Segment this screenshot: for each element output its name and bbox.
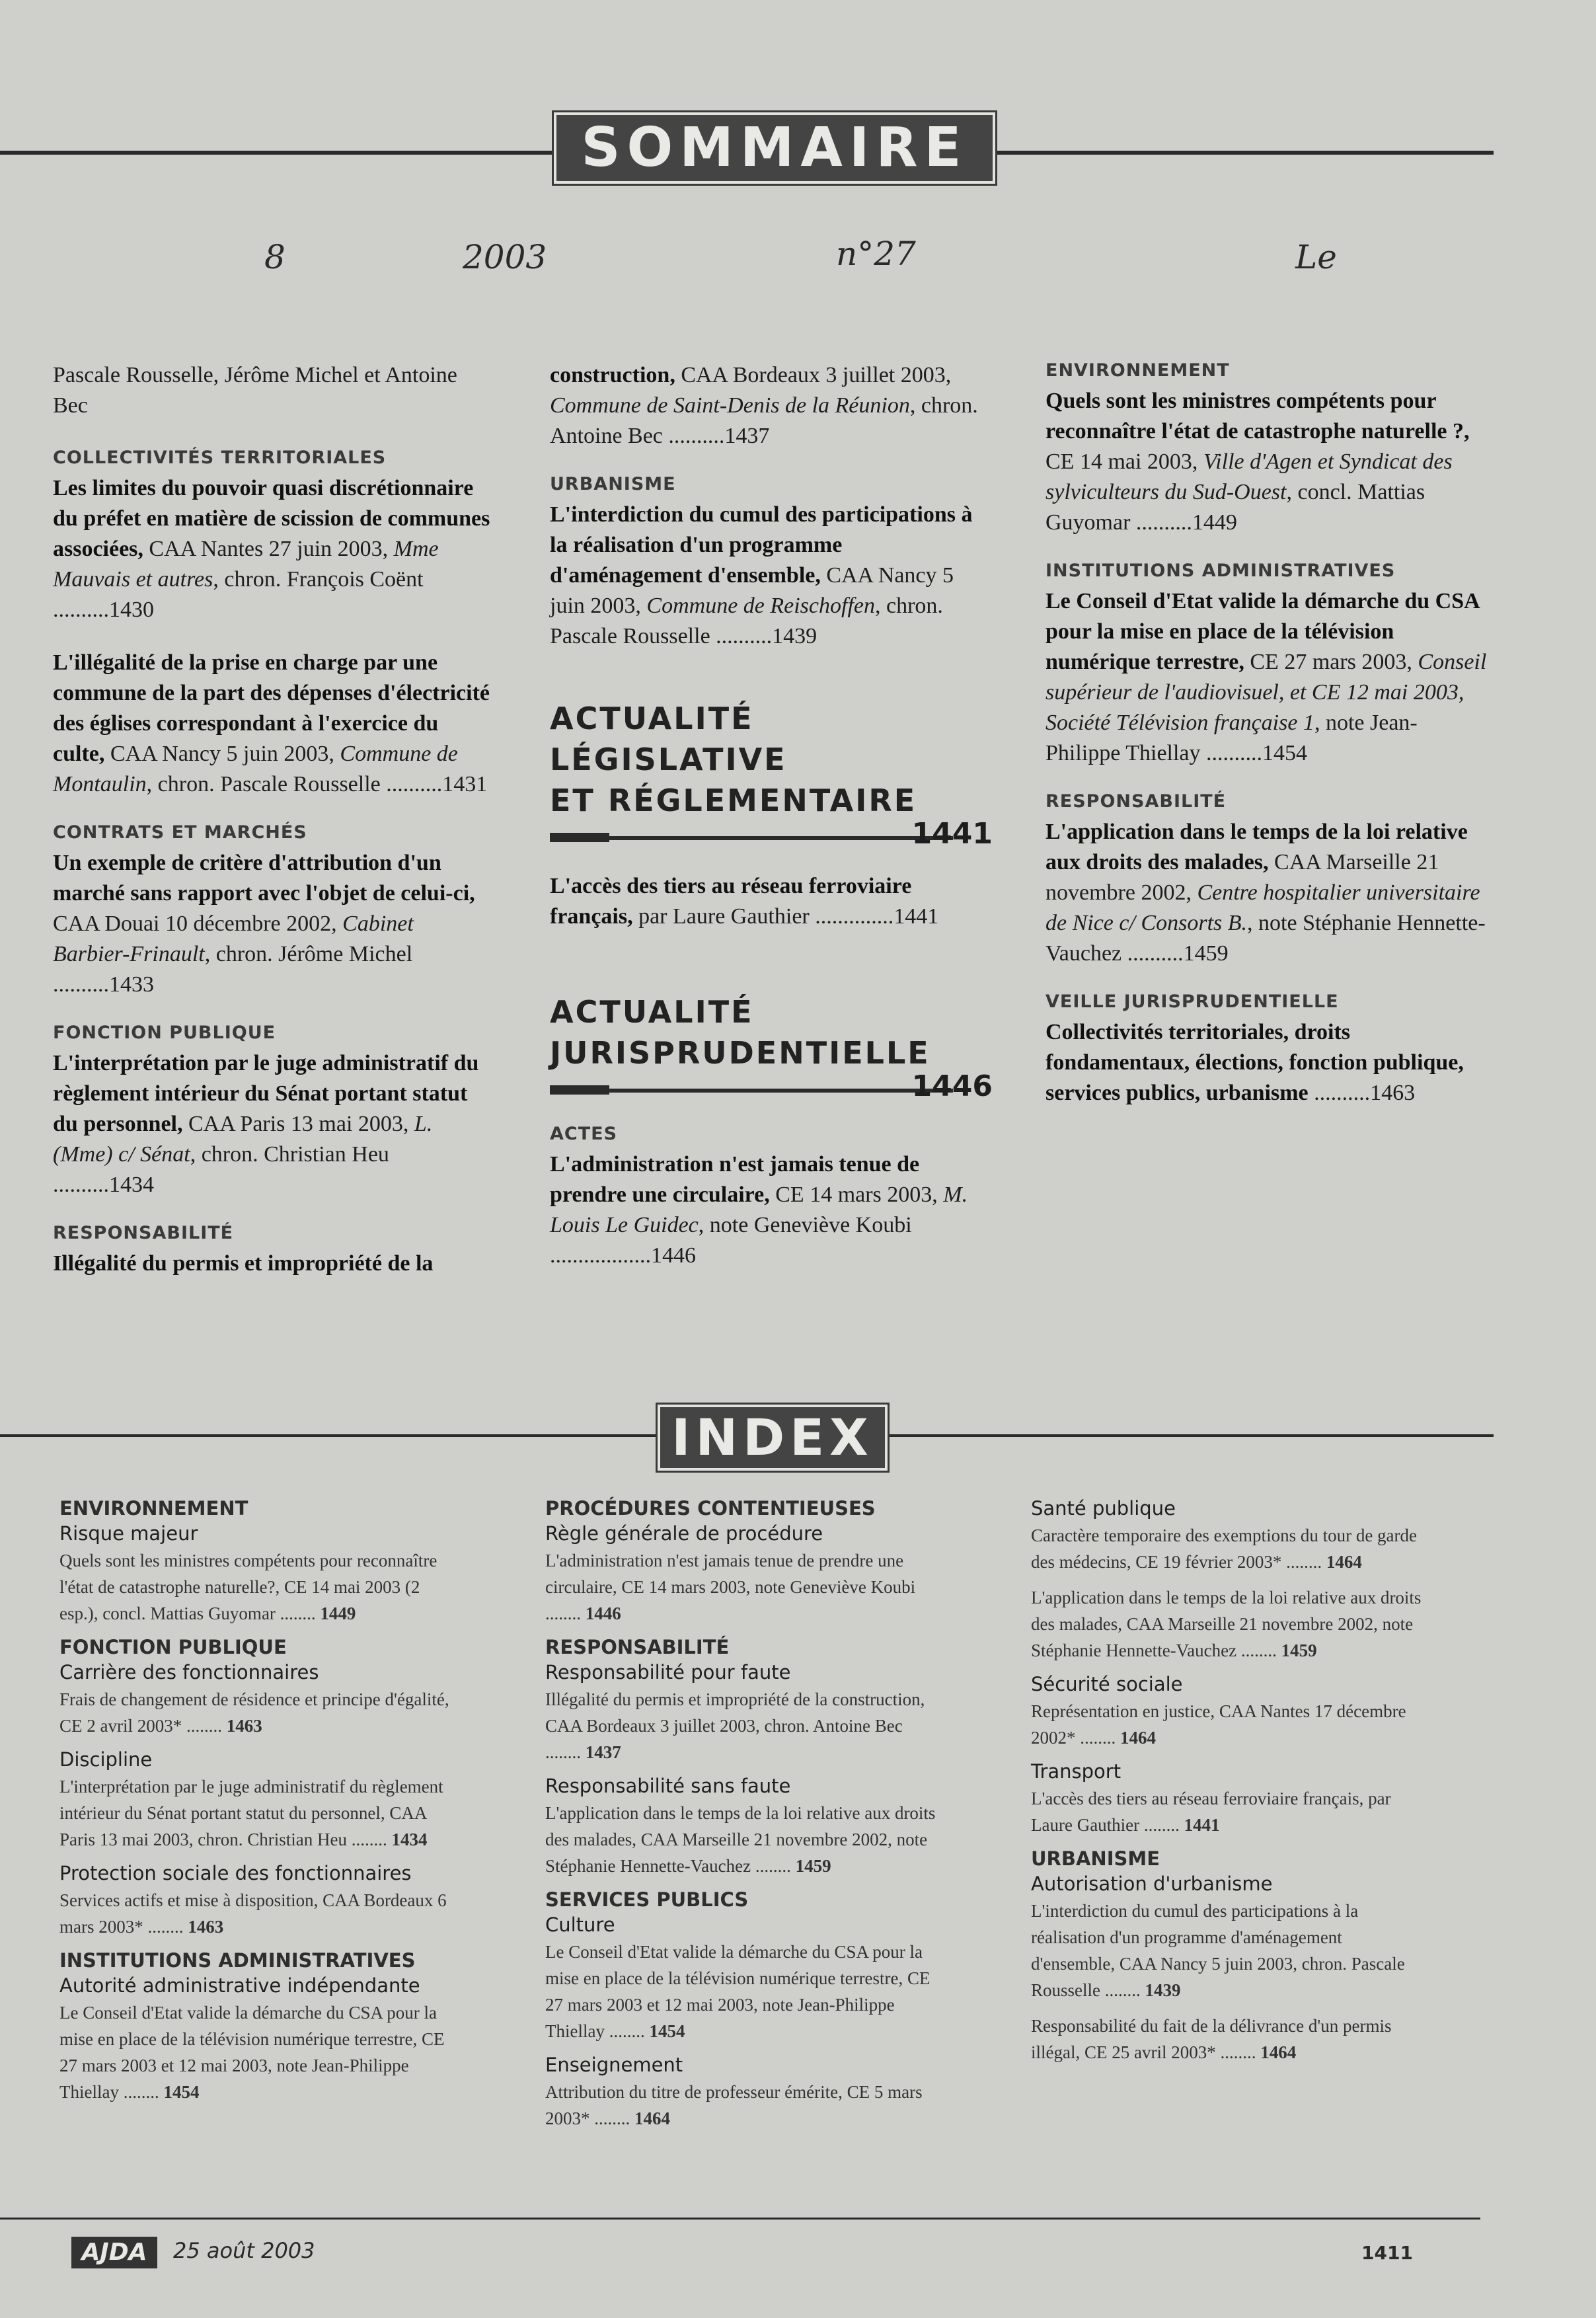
index-section-label: INSTITUTIONS ADMINISTRATIVES (59, 1949, 416, 1972)
entry-page: 1434 (109, 1173, 154, 1197)
entry-authors: , chron. François Coënt (213, 567, 424, 592)
index-subheading: Santé publique (1031, 1497, 1176, 1520)
index-entry-text: Attribution du titre de professeur émérite, CE 5 mars 2003* (545, 2082, 923, 2128)
index-entry-page: 1459 (1281, 1641, 1317, 1660)
entry-party: Commune de Montaulin (53, 742, 458, 796)
index-entry-text: Caractère temporaire des exemptions du tour de garde des médecins, CE 19 février 2003* (1031, 1526, 1418, 1572)
index-entry-text: Frais de changement de résidence et principe d'égalité, CE 2 avril 2003* (59, 1689, 449, 1736)
index-subheading: Carrière des fonctionnaires (59, 1661, 319, 1683)
section-label: INSTITUTIONS ADMINISTRATIVES (1045, 560, 1396, 581)
index-subheading: Discipline (59, 1748, 153, 1771)
leader-dots: ........ (1215, 2042, 1261, 2062)
index-entry-page: 1463 (226, 1716, 262, 1736)
leader-dots: ........ (1281, 1552, 1326, 1572)
leader-dots: .......... (386, 772, 443, 796)
actes-section-label: ACTES (550, 1124, 618, 1144)
index-entry[interactable] (1031, 1898, 1427, 2003)
index-entry-page: 1437 (585, 1742, 621, 1762)
index-entry-page: 1439 (1145, 1980, 1181, 2000)
index-entry[interactable] (1031, 2013, 1427, 2066)
leader-dots: ........ (545, 1742, 586, 1762)
entry-party: Commune de Saint-Denis de la Réunion (550, 393, 910, 418)
entry-court: CE 14 mars 2003, (769, 1182, 944, 1207)
entry-page: 1439 (772, 624, 817, 648)
entry-page: 1433 (109, 972, 154, 997)
entry-court: CE 27 mars 2003, (1244, 650, 1418, 674)
index-entry-text: L'application dans le temps de la loi relative aux droits des malades, CAA Marseille 21 novembre 2002, note Stéphanie Hennette-Vauchez (545, 1803, 936, 1876)
index-subheading: Règle générale de procédure (545, 1522, 823, 1545)
section-label: FONCTION PUBLIQUE (53, 1023, 276, 1043)
entry-authors: , chron. Antoine Bec (550, 393, 978, 448)
sommaire-banner: SOMMAIRE (554, 112, 995, 184)
index-section-label: URBANISME (1031, 1847, 1160, 1870)
index-entry[interactable] (1031, 1698, 1427, 1751)
sommaire-left-column (53, 360, 492, 1279)
entry-title: Le Conseil d'Etat valide la démarche du CSA pour la mise en place de la télévision numérique terrestre, (1045, 589, 1479, 674)
handwritten-number: 8 (264, 238, 285, 276)
index-entry-text: L'interprétation par le juge administratif du règlement intérieur du Sénat portant statut du personnel, CAA Paris 13 mai 2003, chron. Christian Heu (59, 1777, 443, 1849)
index-entry-page: 1449 (320, 1603, 356, 1623)
index-subheading: Autorité administrative indépendante (59, 1974, 420, 1997)
entry-party: Mme Mauvais et autres (53, 537, 439, 592)
entry-title: Un exemple de critère d'attribution d'un marché sans rapport avec l'objet de celui-ci, (53, 851, 475, 906)
sommaire-entry[interactable] (53, 848, 492, 1000)
entry-party: Conseil supérieur de l'audiovisuel, et CE 12 mai 2003, Société Télévision française 1 (1045, 650, 1487, 735)
leader-dots: ........ (1236, 1641, 1281, 1660)
leader-dots: ........ (182, 1716, 227, 1736)
entry-authors: , chron. Jérôme Michel (204, 942, 413, 966)
index-entry[interactable] (545, 1800, 938, 1879)
sommaire-entry[interactable] (53, 1048, 492, 1200)
sommaire-right-column (1045, 360, 1488, 1131)
index-entry-text: Responsabilité du fait de la délivrance d'un permis illégal, CE 25 avril 2003* (1031, 2016, 1392, 2062)
index-entry[interactable] (59, 1547, 453, 1627)
index-column-2 (545, 1497, 938, 2141)
entry-page: 1441 (893, 904, 939, 929)
entry-title: Collectivités territoriales, droits fondamentaux, élections, fonction publique, services publics, urbanisme (1045, 1020, 1464, 1105)
legislative-page-bar (550, 817, 993, 851)
index-entry[interactable] (59, 1686, 453, 1739)
entry-title: Quels sont les ministres compétents pour reconnaître l'état de catastrophe naturelle ?, (1045, 389, 1470, 444)
index-subheading: Responsabilité pour faute (545, 1661, 791, 1683)
index-section-label: ENVIRONNEMENT (59, 1497, 248, 1520)
index-entry-page: 1446 (585, 1603, 621, 1623)
entry-page: 1446 (651, 1243, 696, 1268)
index-subheading: Culture (545, 1913, 615, 1936)
entry-court: CAA Nancy 5 juin 2003, (550, 563, 954, 618)
page-number: 1411 (1361, 2242, 1413, 2264)
index-subheading: Protection sociale des fonctionnaires (59, 1862, 412, 1884)
index-entry[interactable] (545, 1939, 938, 2044)
entry-title: L'application dans le temps de la loi relative aux droits des malades, (1045, 820, 1468, 874)
handwritten-note: Le (1295, 238, 1337, 276)
entry-page: 1454 (1262, 741, 1308, 765)
index-section-label: FONCTION PUBLIQUE (59, 1636, 287, 1658)
entry-authors: , note Geneviève Koubi (698, 1213, 912, 1237)
leader-dots: ........ (545, 1603, 586, 1623)
leader-dots: ........ (346, 1830, 392, 1849)
entry-authors: , chron. Pascale Rousselle (146, 772, 387, 796)
index-entry-page: 1464 (634, 2108, 670, 2128)
ajda-logo: AJDA (71, 2237, 157, 2268)
entry-party: Centre hospitalier universitaire de Nice c/ Consorts B. (1045, 880, 1480, 935)
legislative-page-number: 1441 (911, 817, 993, 851)
entry-page: 1431 (442, 772, 488, 796)
index-entry-page: 1464 (1120, 1728, 1156, 1748)
sommaire-entry[interactable] (1045, 1017, 1488, 1108)
issue-date: 25 août 2003 (173, 2238, 315, 2263)
entry-authors: par Laure Gauthier (632, 904, 816, 929)
sommaire-entry[interactable] (53, 648, 492, 800)
index-entry[interactable] (1031, 1584, 1427, 1664)
index-entry-page: 1454 (649, 2021, 685, 2041)
index-entry-text: L'administration n'est jamais tenue de prendre une circulaire, CE 14 mars 2003, note Geneviève Koubi (545, 1551, 916, 1597)
entry-court: CAA Nancy 5 juin 2003, (104, 742, 340, 766)
entry-page: 1449 (1192, 510, 1237, 535)
index-column-1 (59, 1497, 453, 2114)
entry-page: 1459 (1183, 941, 1229, 966)
entry-page: 1463 (1370, 1081, 1416, 1105)
legislative-heading-line1: ACTUALITÉ LÉGISLATIVE (550, 701, 787, 777)
index-entry-page: 1434 (391, 1830, 428, 1849)
entry-court: CAA Marseille 21 novembre 2002, (1045, 850, 1439, 905)
leader-dots: .......... (53, 1173, 109, 1197)
jurisprudential-page-number: 1446 (911, 1069, 993, 1103)
entry-title: Illégalité du permis et impropriété de la (53, 1251, 434, 1276)
entry-title: L'interprétation par le juge administratif du règlement intérieur du Sénat portant statut du personnel, (53, 1051, 479, 1136)
index-entry-page: 1454 (163, 2082, 200, 2102)
leader-dots: ........ (1100, 1980, 1145, 2000)
leader-dots: .................. (550, 1243, 651, 1268)
entry-court: CE 14 mai 2003, (1045, 449, 1203, 474)
index-entry-page: 1463 (188, 1917, 224, 1937)
index-subheading: Sécurité sociale (1031, 1673, 1183, 1695)
sommaire-entry[interactable] (1045, 817, 1488, 969)
leader-dots: ........ (589, 2108, 634, 2128)
leader-dots: .......... (1314, 1081, 1371, 1105)
sommaire-entry[interactable] (1045, 586, 1488, 769)
leader-dots: ........ (1139, 1815, 1184, 1835)
footer-rule (0, 2218, 1480, 2220)
entry-title: construction, (550, 363, 675, 387)
entry-title: L'accès des tiers au réseau ferroviaire français, (550, 874, 912, 929)
entry-party: Commune de Reischoffen (646, 594, 875, 618)
index-entry[interactable] (545, 1547, 938, 1627)
entry-title: L'administration n'est jamais tenue de prendre une circulaire, (550, 1152, 920, 1207)
index-section-label: RESPONSABILITÉ (545, 1636, 730, 1658)
index-entry-text: Représentation en justice, CAA Nantes 17 décembre 2002* (1031, 1701, 1406, 1748)
entry-party: Ville d'Agen et Syndicat des sylviculteurs du Sud-Ouest (1045, 449, 1453, 504)
index-section-label: PROCÉDURES CONTENTIEUSES (545, 1497, 876, 1520)
entry-party: L. (Mme) c/ Sénat (53, 1112, 433, 1167)
section-label: RESPONSABILITÉ (1045, 791, 1227, 812)
section-label: VEILLE JURISPRUDENTIELLE (1045, 991, 1339, 1012)
jurisprudential-heading-line1: ACTUALITÉ (550, 994, 754, 1030)
index-entry-page: 1464 (1260, 2042, 1297, 2062)
entry-authors: , note Jean-Philippe Thiellay (1045, 711, 1418, 765)
entry-page: 1430 (109, 598, 154, 622)
index-entry[interactable] (1031, 1785, 1427, 1838)
index-entry-text: Le Conseil d'Etat valide la démarche du CSA pour la mise en place de la télévision numérique terrestre, CE 27 mars 2003 et 12 mai 2003, note Jean-Philippe Thiellay (545, 1942, 931, 2041)
intro-authors: Pascale Rousselle, Jérôme Michel et Antoine Bec (53, 363, 457, 418)
index-entry-text: Illégalité du permis et impropriété de la construction, CAA Bordeaux 3 juillet 2003, chron. Antoine Bec (545, 1689, 925, 1736)
entry-party: M. Louis Le Guidec (550, 1182, 968, 1237)
index-entry[interactable] (545, 2079, 938, 2132)
index-section-label: SERVICES PUBLICS (545, 1888, 749, 1911)
entry-authors (1309, 1081, 1314, 1105)
index-entry-text: Le Conseil d'Etat valide la démarche du CSA pour la mise en place de la télévision numérique terrestre, CE 27 mars 2003 et 12 mai 2003, note Jean-Philippe Thiellay (59, 2003, 445, 2102)
sommaire-middle-column (550, 360, 993, 1294)
leader-dots: ........ (143, 1917, 188, 1937)
index-entry[interactable] (1031, 1522, 1427, 1575)
entry-page: 1437 (724, 424, 770, 448)
entry-authors: , note Stéphanie Hennette-Vauchez (1045, 911, 1486, 966)
jurisprudential-heading (550, 991, 993, 1271)
entry-party: Cabinet Barbier-Frinault (53, 911, 414, 966)
leader-dots: .......... (1135, 510, 1192, 535)
leader-dots: .......... (1206, 741, 1263, 765)
leader-dots: .............. (815, 904, 894, 929)
legislative-heading-line2: ET RÉGLEMENTAIRE (550, 783, 917, 818)
index-entry-text: Quels sont les ministres compétents pour reconnaître l'état de catastrophe naturelle?, CE 14 mai 2003 (2 esp.), concl. Mattias Guyomar (59, 1551, 437, 1623)
leader-dots: ........ (118, 2082, 164, 2102)
index-entry-page: 1459 (795, 1856, 831, 1876)
index-entry-text: L'interdiction du cumul des participations à la réalisation d'un programme d'aménagement d'ensemble, CAA Nancy 5 juin 2003, chron. Pascale Rousselle (1031, 1901, 1405, 2000)
sommaire-entry[interactable] (550, 500, 993, 652)
entry-authors: , chron. Pascale Rousselle (550, 594, 943, 648)
entry-court: CAA Bordeaux 3 juillet 2003, (675, 363, 952, 387)
index-subheading: Responsabilité sans faute (545, 1775, 791, 1797)
legislative-heading (550, 698, 993, 932)
sommaire-entry[interactable] (53, 1249, 492, 1279)
index-subheading: Enseignement (545, 2054, 683, 2076)
index-subheading: Risque majeur (59, 1522, 198, 1545)
index-entry-text: Services actifs et mise à disposition, CAA Bordeaux 6 mars 2003* (59, 1890, 447, 1937)
entry-authors: , chron. Christian Heu (190, 1142, 389, 1167)
jurisprudential-heading-line2: JURISPRUDENTIELLE (550, 1035, 931, 1071)
section-label: COLLECTIVITÉS TERRITORIALES (53, 447, 387, 468)
section-label: URBANISME (550, 474, 676, 494)
index-subheading: Autorisation d'urbanisme (1031, 1873, 1273, 1895)
index-entry[interactable] (59, 1773, 453, 1853)
section-label: CONTRATS ET MARCHÉS (53, 822, 307, 843)
jurisprudential-entry[interactable] (550, 1149, 993, 1271)
sommaire-entry[interactable] (1045, 386, 1488, 538)
sommaire-entry[interactable] (53, 473, 492, 625)
index-entry-text: L'application dans le temps de la loi relative aux droits des malades, CAA Marseille 21 novembre 2002, note Stéphanie Hennette-Vauchez (1031, 1588, 1422, 1660)
handwritten-year: 2003 (463, 238, 547, 276)
index-entry-page: 1464 (1326, 1552, 1362, 1572)
index-entry[interactable] (59, 1999, 453, 2105)
leader-dots: ........ (1075, 1728, 1120, 1748)
index-entry-page: 1441 (1184, 1815, 1220, 1835)
index-subheading: Transport (1031, 1760, 1121, 1783)
leader-dots: .......... (1127, 941, 1184, 966)
index-entry-text: L'accès des tiers au réseau ferroviaire français, par Laure Gauthier (1031, 1789, 1391, 1835)
leader-dots: .......... (53, 972, 109, 997)
entry-title: L'interdiction du cumul des participations à la réalisation d'un programme d'aménagement d'ensemble, (550, 502, 973, 588)
index-entry[interactable] (59, 1887, 453, 1940)
jurisprudential-page-bar (550, 1069, 993, 1103)
leader-dots: .......... (668, 424, 725, 448)
entry-court: CAA Paris 13 mai 2003, (182, 1112, 414, 1136)
leader-dots: .......... (716, 624, 773, 648)
sommaire-entry[interactable] (550, 360, 993, 451)
legislative-entry[interactable] (550, 871, 993, 932)
entry-title: L'illégalité de la prise en charge par une commune de la part des dépenses d'électricité des églises correspondant à l'exercice du culte, (53, 650, 490, 766)
entry-court: CAA Douai 10 décembre 2002, (53, 911, 343, 936)
entry-authors: , concl. Mattias Guyomar (1045, 480, 1425, 535)
section-label: RESPONSABILITÉ (53, 1223, 234, 1243)
leader-dots: ........ (604, 2021, 650, 2041)
leader-dots: .......... (53, 598, 109, 622)
index-entry[interactable] (545, 1686, 938, 1765)
entry-court: CAA Nantes 27 juin 2003, (143, 537, 394, 561)
index-banner: INDEX (658, 1405, 888, 1471)
index-column-3 (1031, 1497, 1427, 2075)
leader-dots: ........ (751, 1856, 796, 1876)
entry-title: Les limites du pouvoir quasi discrétionnaire du préfet en matière de scission de communes associées, (53, 476, 490, 561)
handwritten-issue: n°27 (836, 235, 916, 273)
section-label: ENVIRONNEMENT (1045, 360, 1230, 381)
leader-dots: ........ (275, 1603, 321, 1623)
